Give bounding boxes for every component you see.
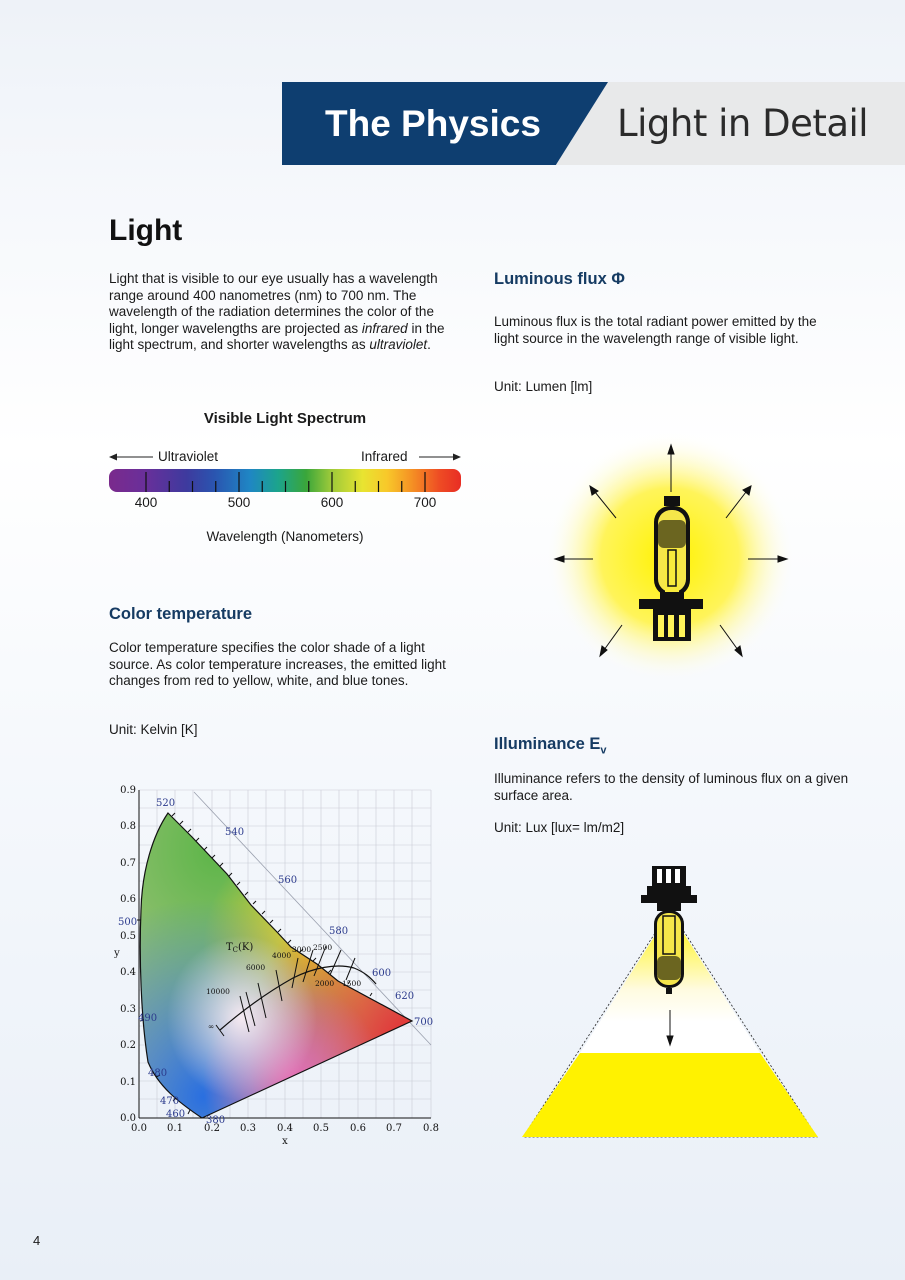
y-tick: 0.0 <box>120 1113 136 1124</box>
intro-italic-infrared: infrared <box>361 320 408 336</box>
wl-label: 520 <box>156 798 176 809</box>
illuminance-heading <box>494 735 607 756</box>
y-tick: 0.4 <box>120 967 136 978</box>
y-tick: 0.6 <box>120 894 136 905</box>
x-tick: 0.0 <box>131 1123 147 1134</box>
cie-chromaticity-diagram <box>108 780 448 1150</box>
wl-label: 620 <box>395 991 415 1002</box>
illuminance-heading-subscript: v <box>600 744 607 757</box>
spectrum-ticks <box>109 469 461 492</box>
luminous-flux-unit: Unit: Lumen [lm] <box>494 379 593 394</box>
tick-600: 600 <box>320 495 344 510</box>
wl-label: 600 <box>372 968 392 979</box>
tc-label: $T_C(K)$ <box>226 942 254 954</box>
x-tick: 0.1 <box>167 1123 183 1134</box>
temp-label: 3000 <box>292 945 312 954</box>
luminous-flux-illustration <box>540 432 800 682</box>
wl-label: 490 <box>138 1013 158 1024</box>
wl-label: 560 <box>278 875 298 886</box>
ultraviolet-label: Ultraviolet <box>158 449 219 464</box>
wl-label: 470 <box>160 1096 180 1107</box>
temp-label: 2500 <box>313 943 333 952</box>
y-tick: 0.7 <box>120 858 136 869</box>
intro-italic-ultraviolet: ultraviolet <box>369 337 428 353</box>
temp-label: 1500 <box>342 979 362 988</box>
illuminance-text: Illuminance refers to the density of luminous flux on a given surface area. <box>494 771 849 803</box>
intro-text-2: in the light spectrum, and shorter wavelengths as <box>109 320 445 353</box>
temp-label: 2000 <box>315 979 335 988</box>
illuminance-heading-text: Illuminance E <box>494 735 601 753</box>
x-tick: 0.7 <box>386 1123 402 1134</box>
wl-label: 500 <box>118 917 138 928</box>
luminous-flux-heading: Luminous flux Φ <box>494 270 625 288</box>
temp-label: 4000 <box>272 951 292 960</box>
color-temperature-unit: Unit: Kelvin [K] <box>109 722 198 737</box>
tick-500: 500 <box>227 495 251 510</box>
light-intro-paragraph <box>109 271 459 354</box>
intro-text-3: . <box>427 337 431 353</box>
y-tick: 0.9 <box>120 785 136 796</box>
infrared-label: Infrared <box>361 449 408 464</box>
x-tick-labels <box>131 1123 439 1147</box>
tick-400: 400 <box>134 495 158 510</box>
illuminated-surface <box>522 1053 818 1137</box>
color-temperature-heading: Color temperature <box>109 605 253 623</box>
page-title: Light <box>109 214 183 247</box>
x-tick: 0.8 <box>423 1123 439 1134</box>
wl-label: 480 <box>148 1068 168 1079</box>
temp-label: 10000 <box>206 987 230 996</box>
intro-text-1: Light that is visible to our eye usually has a wavelength range around 400 nanometres (nm) to 700 nm. The wavelength of the radiation determines the color of the light, longer wavelengths are projected as <box>109 271 438 336</box>
page-number: 4 <box>33 1233 41 1248</box>
wavelength-axis-label: Wavelength (Nanometers) <box>206 529 364 544</box>
temp-label: ∞ <box>208 1022 215 1031</box>
y-tick: 0.1 <box>120 1077 136 1088</box>
y-tick: 0.3 <box>120 1004 136 1015</box>
wl-label: 460 <box>166 1109 186 1120</box>
spectrum-title: Visible Light Spectrum <box>203 410 367 427</box>
temp-label: 6000 <box>246 963 266 972</box>
x-tick: 0.2 <box>204 1123 220 1134</box>
wl-label: 580 <box>329 926 349 937</box>
x-tick: 0.4 <box>277 1123 293 1134</box>
wl-label: 380 <box>206 1115 226 1126</box>
y-tick: 0.8 <box>120 821 136 832</box>
wl-label: 540 <box>225 827 245 838</box>
illuminance-illustration <box>515 860 825 1140</box>
x-axis-label: x <box>282 1136 288 1147</box>
wl-label: 700 <box>414 1017 434 1028</box>
tick-700: 700 <box>413 495 437 510</box>
section-subtitle: Light in Detail <box>617 102 869 145</box>
section-title: The Physics <box>325 103 541 144</box>
chromaticity-gamut <box>128 800 428 1130</box>
right-arrow-icon <box>419 454 461 461</box>
x-tick: 0.6 <box>350 1123 366 1134</box>
color-temperature-text: Color temperature specifies the color shade of a light source. As color temperature increases, the emitted light changes from red to yellow, white, and blue tones. <box>109 640 446 689</box>
y-tick: 0.2 <box>120 1040 136 1051</box>
illuminance-unit: Unit: Lux [lux= lm/m2] <box>494 820 625 835</box>
y-axis-label: y <box>114 948 120 959</box>
y-tick: 0.5 <box>120 931 136 942</box>
x-tick: 0.3 <box>240 1123 256 1134</box>
x-tick: 0.5 <box>313 1123 329 1134</box>
y-tick-labels <box>113 785 136 1124</box>
left-arrow-icon <box>109 454 153 461</box>
luminous-flux-text: Luminous flux is the total radiant power emitted by the light source in the wavelength range of visible light. <box>494 314 817 346</box>
